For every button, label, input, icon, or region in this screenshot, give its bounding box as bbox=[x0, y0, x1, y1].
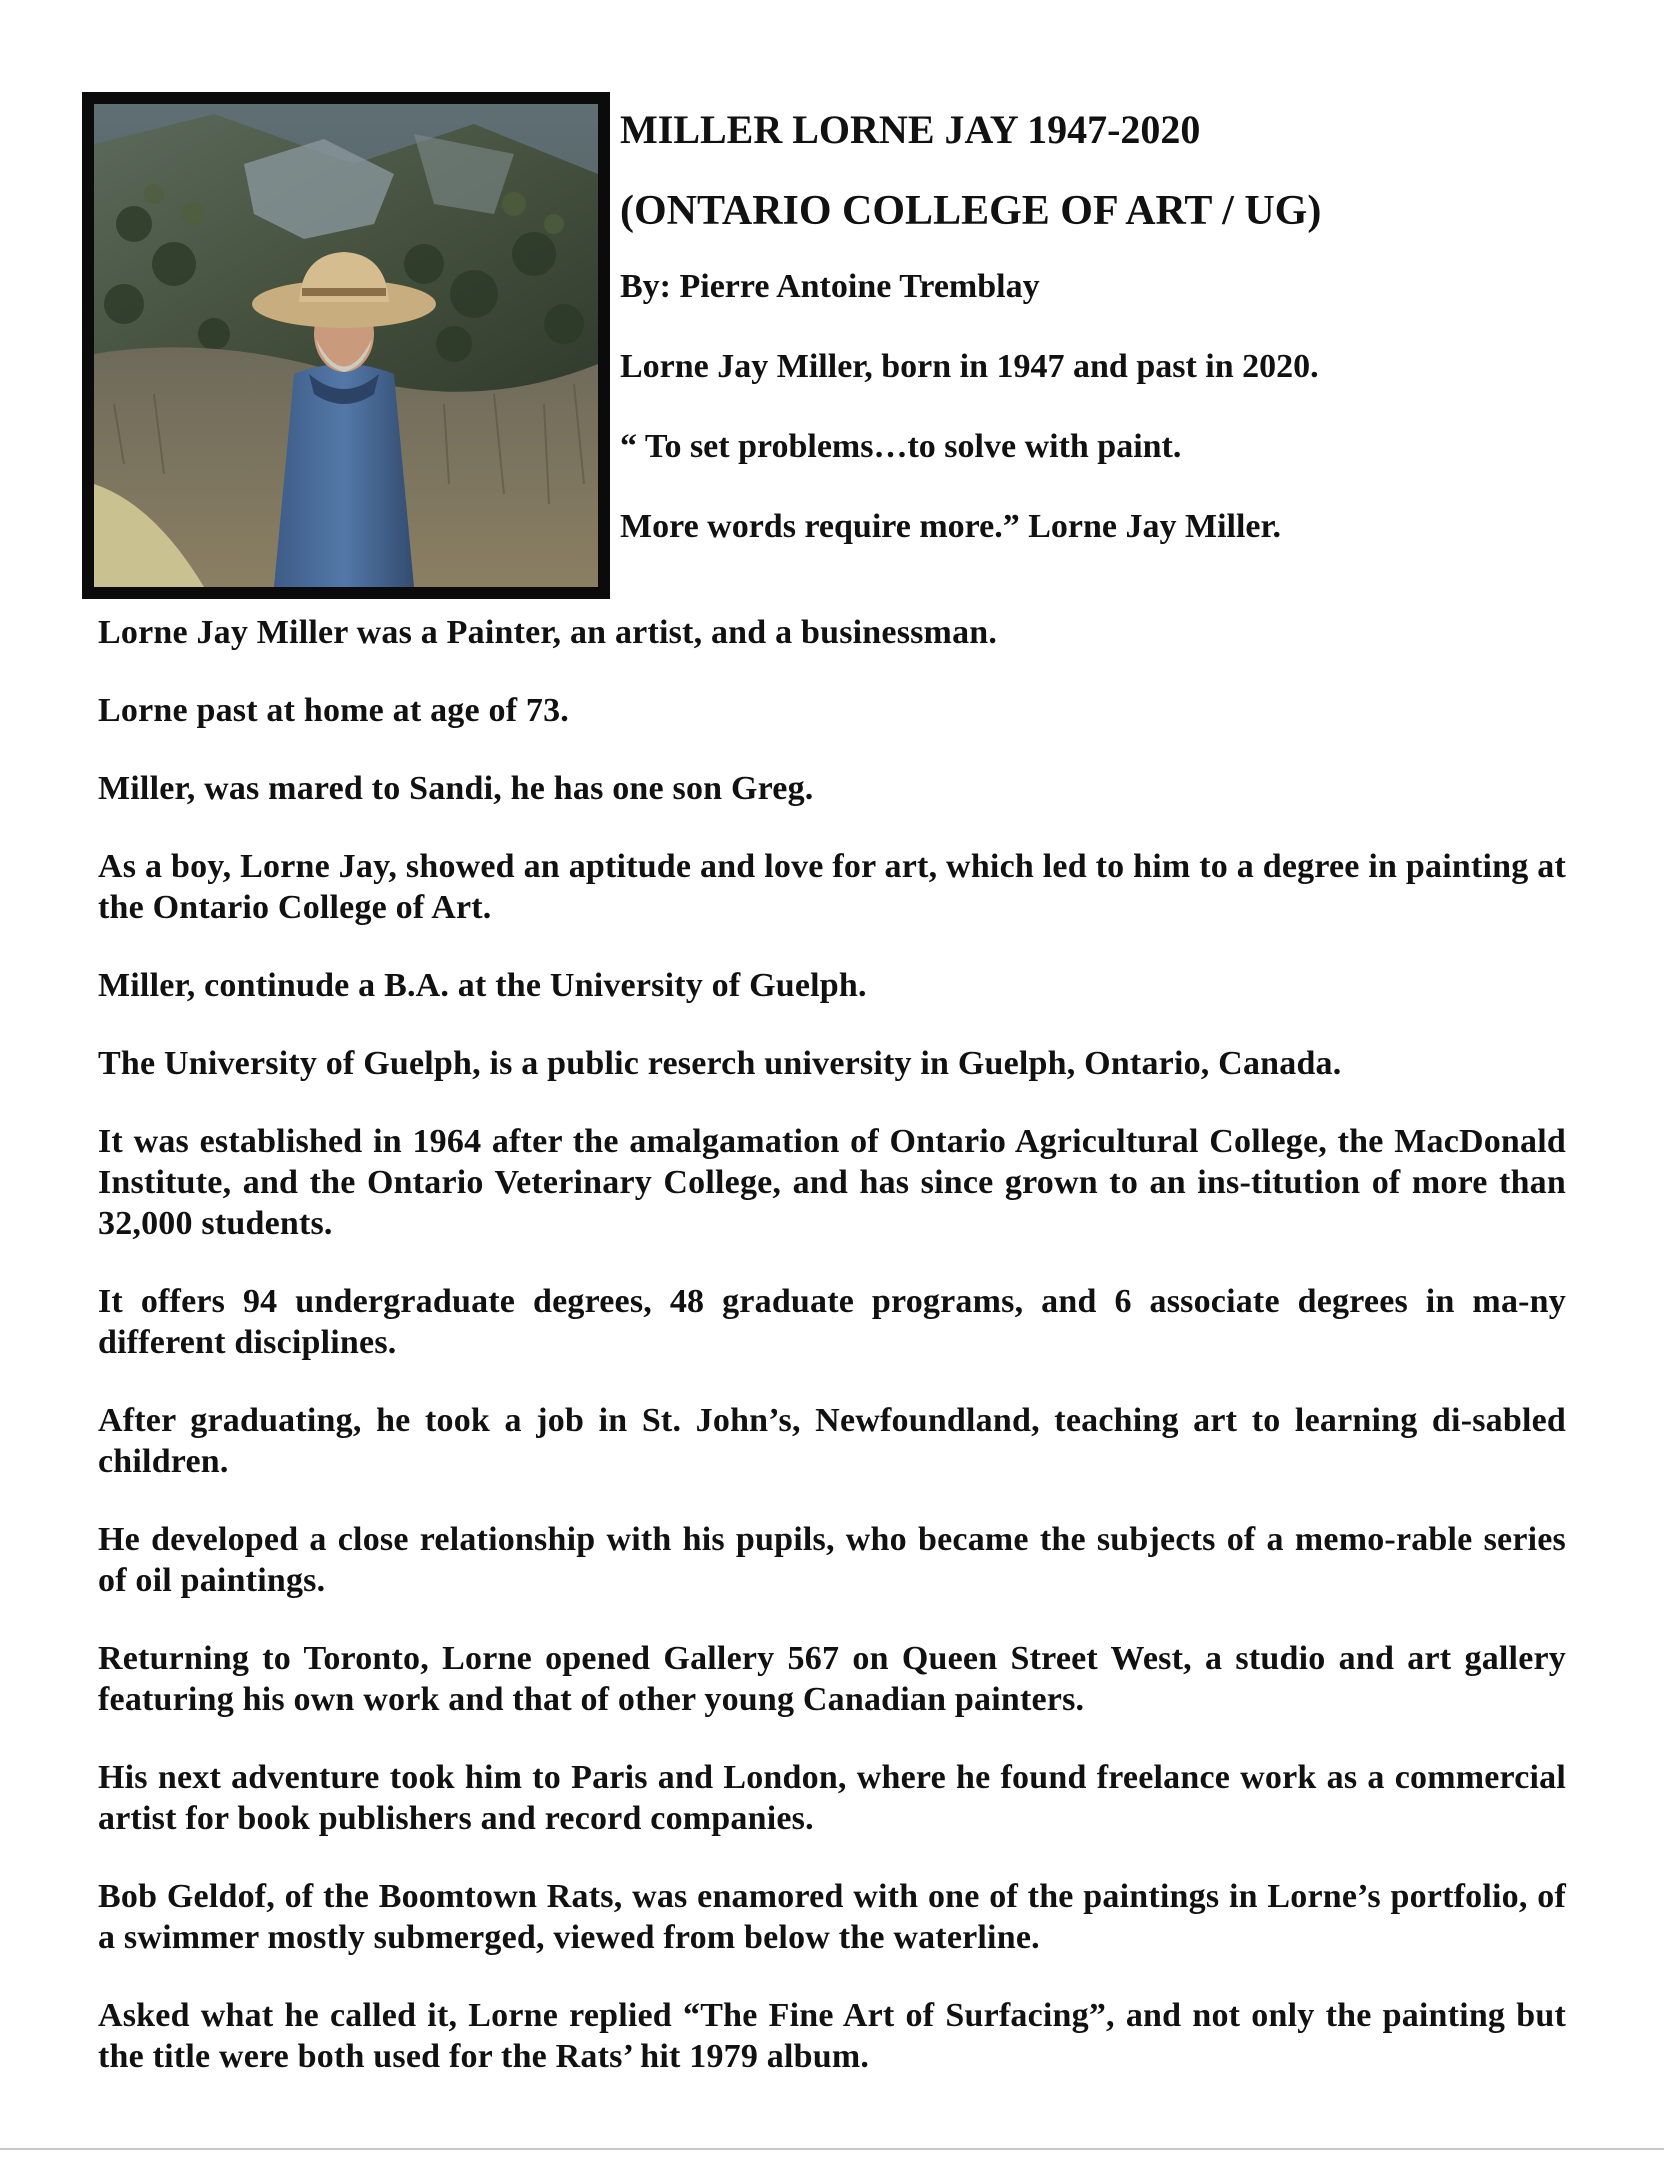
article-title: MILLER LORNE JAY 1947-2020 bbox=[620, 107, 1201, 152]
body-paragraph: It was established in 1964 after the amalgamation of Ontario Agricultural College, the MacDonald Institute, and the Ontario Veterinary College, and has since grown to an ins-titution of more than 32,000 students. bbox=[98, 1123, 1566, 1242]
body-paragraph: Returning to Toronto, Lorne opened Gallery 567 on Queen Street West, a studio and art gallery featuring his own work and that of other young Canadian painters. bbox=[98, 1640, 1566, 1718]
body-paragraph: As a boy, Lorne Jay, showed an aptitude and love for art, which led to him to a degree in painting at the Ontario College of Art. bbox=[98, 848, 1566, 926]
portrait-photo bbox=[94, 104, 598, 587]
body-paragraph: It offers 94 undergraduate degrees, 48 graduate programs, and 6 associate degrees in ma-ny different disciplines. bbox=[98, 1283, 1566, 1361]
body-paragraph: Bob Geldof, of the Boomtown Rats, was enamored with one of the paintings in Lorne’s portfolio, of a swimmer mostly submerged, viewed from below the waterline. bbox=[98, 1878, 1566, 1956]
page-bottom-rule bbox=[0, 2148, 1664, 2150]
body-paragraph: Miller, continude a B.A. at the University of Guelph. bbox=[98, 967, 867, 1004]
body-paragraph: The University of Guelph, is a public reserch university in Guelph, Ontario, Canada. bbox=[98, 1045, 1342, 1082]
body-paragraph: Lorne Jay Miller was a Painter, an artist, and a businessman. bbox=[98, 614, 998, 651]
quote-line-1: “ To set problems…to solve with paint. bbox=[620, 428, 1182, 465]
byline: By: Pierre Antoine Tremblay bbox=[620, 268, 1040, 305]
body-paragraph: He developed a close relationship with his pupils, who became the subjects of a memo-rable series of oil paintings. bbox=[98, 1521, 1566, 1599]
article-subtitle: (ONTARIO COLLEGE OF ART / UG) bbox=[620, 188, 1322, 234]
article-header bbox=[620, 102, 1600, 582]
body-paragraph: After graduating, he took a job in St. John’s, Newfoundland, teaching art to learning di-sabled children. bbox=[98, 1402, 1566, 1480]
born-line: Lorne Jay Miller, born in 1947 and past in 2020. bbox=[620, 348, 1319, 385]
portrait-photo-frame bbox=[82, 92, 610, 599]
body-paragraph: Miller, was mared to Sandi, he has one son Greg. bbox=[98, 770, 814, 807]
quote-line-2: More words require more.” Lorne Jay Miller. bbox=[620, 508, 1281, 545]
article-body bbox=[98, 612, 1566, 2114]
body-paragraph: Asked what he called it, Lorne replied “The Fine Art of Surfacing”, and not only the painting but the title were both used for the Rats’ hit 1979 album. bbox=[98, 1997, 1566, 2075]
body-paragraph: Lorne past at home at age of 73. bbox=[98, 692, 570, 729]
body-paragraph: His next adventure took him to Paris and London, where he found freelance work as a commercial artist for book publishers and record companies. bbox=[98, 1759, 1566, 1837]
